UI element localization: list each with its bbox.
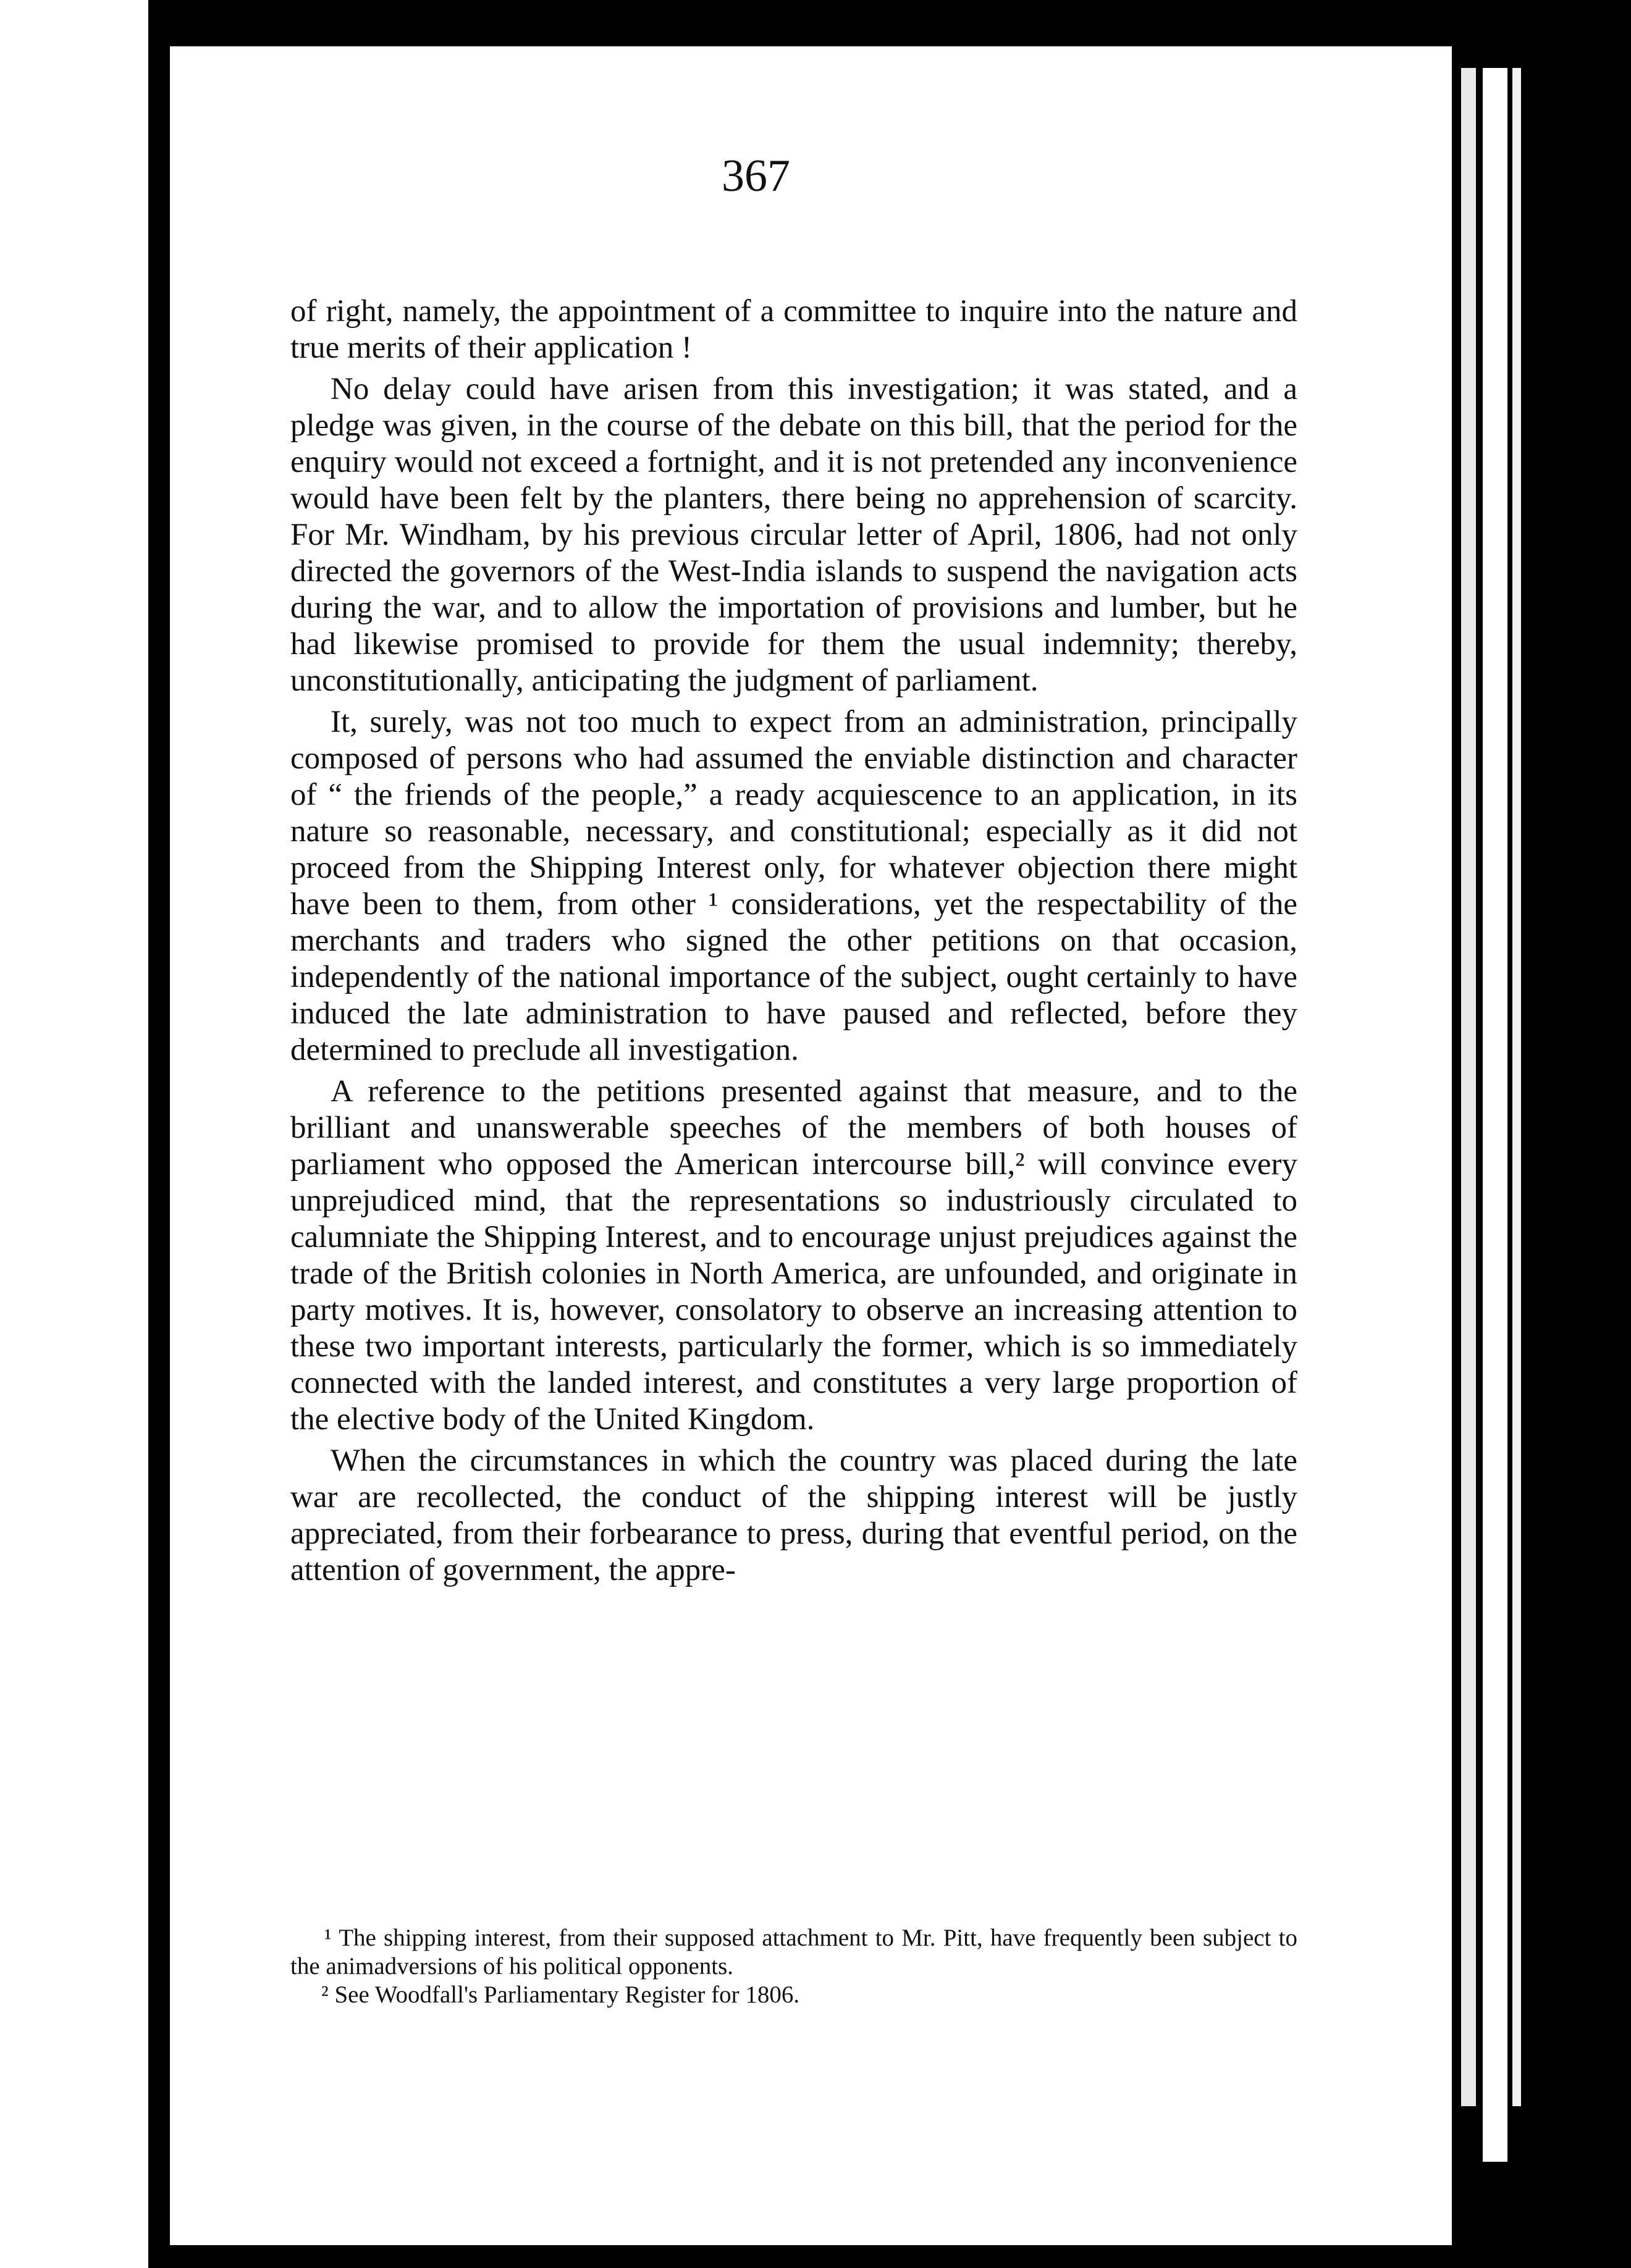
page-stack-edge	[1483, 68, 1507, 2162]
body-text	[290, 293, 1297, 1589]
paragraph: A reference to the petitions presented against that measure, and to the brilliant and unanswerable speeches of the members of both houses of parliament who opposed the American intercourse bill,² will convince every unprejudiced mind, that the representations so industriously circulated to calumniate the Shipping Interest, and to encourage unjust prejudices against the trade of the British colonies in North America, are unfounded, and originate in party motives. It is, however, consolatory to observe an increasing attention to these two important interests, particularly the former, which is so immediately connected with the landed interest, and constitutes a very large proportion of the elective body of the United Kingdom.	[290, 1074, 1297, 1437]
paragraph: No delay could have arisen from this investigation; it was stated, and a pledge was given, in the course of the debate on this bill, that the period for the enquiry would not exceed a fortnight, and it is not pretended any inconvenience would have been felt by the planters, there being no apprehension of scarcity. For Mr. Windham, by his previous circular letter of April, 1806, had not only directed the governors of the West-India islands to suspend the navigation acts during the war, and to allow the importation of provisions and lumber, but he had likewise promised to provide for them the usual indemnity; thereby, unconstitutionally, anticipating the judgment of parliament.	[290, 372, 1297, 698]
footnote: ¹ The shipping interest, from their supposed attachment to Mr. Pitt, have frequently been subject to the animadversions of his political opponents.	[290, 1925, 1297, 1980]
paragraph: When the circumstances in which the country was placed during the late war are recollected, the conduct of the shipping interest will be justly appreciated, from their forbearance to press, during that eventful period, on the attention of government, the appre-	[290, 1443, 1297, 1587]
footnote: ² See Woodfall's Parliamentary Register for 1806.	[321, 1981, 800, 2008]
page-stack-edge	[1461, 68, 1476, 2106]
paragraph: of right, namely, the appointment of a committee to inquire into the nature and true merits of their application !	[290, 294, 1297, 365]
page-number: 367	[722, 151, 790, 201]
page-stack-edge	[1512, 68, 1521, 2106]
footnotes	[290, 1924, 1297, 2009]
paragraph: It, surely, was not too much to expect from an administration, principally composed of persons who had assumed the enviable distinction and character of “ the friends of the people,” a ready acquiescence to an application, in its nature so reasonable, necessary, and constitutional; especially as it did not proceed from the Shipping Interest only, for whatever objection there might have been to them, from other ¹ considerations, yet the respectability of the merchants and traders who signed the other petitions on that occasion, independently of the national importance of the subject, ought certainly to have induced the late administration to have paused and reflected, before they determined to preclude all investigation.	[290, 705, 1297, 1067]
facing-page-edge	[0, 0, 148, 2268]
